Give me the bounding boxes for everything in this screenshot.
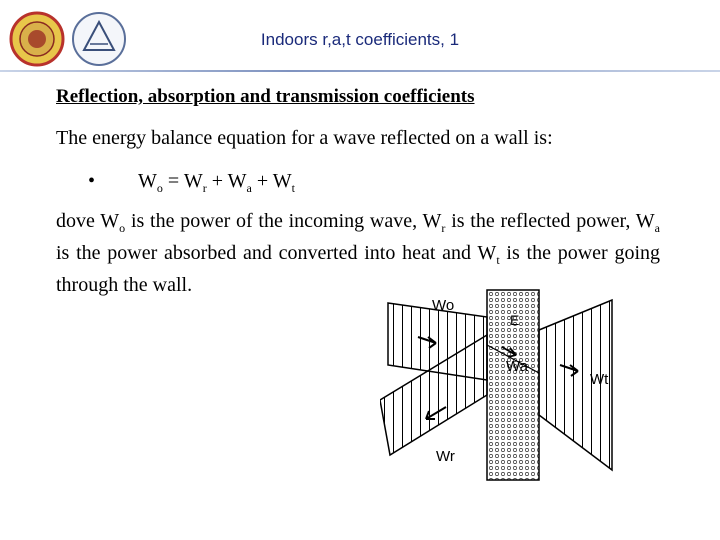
label-wt: Wt	[590, 371, 609, 388]
bullet-marker: •	[88, 170, 96, 192]
label-wr: Wr	[436, 448, 455, 465]
energy-balance-equation	[138, 170, 295, 196]
label-wa: Wa	[506, 358, 528, 375]
label-w0: Wo	[432, 297, 455, 314]
para-sub-3: a	[654, 221, 660, 235]
eq-w0: W	[138, 170, 157, 192]
eq-plus-2: +	[251, 170, 273, 192]
para-sub-1: o	[119, 221, 126, 235]
para-part-2: is the power of the incoming wave, W	[125, 210, 442, 232]
intro-text: The energy balance equation for a wave reflected on a wall is:	[56, 127, 553, 149]
label-e: E	[510, 312, 520, 328]
slide-heading: Reflection, absorption and transmission coefficients	[56, 86, 475, 107]
eq-equals: =	[162, 170, 184, 192]
header-divider	[0, 70, 720, 72]
para-part-1: dove W	[56, 210, 120, 232]
para-sub-4: t	[496, 253, 500, 267]
para-sub-2: r	[441, 221, 446, 235]
wave-wall-diagram	[380, 285, 640, 485]
eq-wr: W	[183, 170, 203, 192]
eq-wt-sub: t	[291, 181, 295, 195]
eq-wr-sub: r	[202, 181, 207, 195]
eq-wa: W	[227, 170, 247, 192]
para-part-4: is the power absorbed and converted into heat and W	[56, 242, 497, 264]
slide-header-title: Indoors r,a,t coefficients, 1	[260, 30, 460, 49]
eq-w0-sub: o	[156, 181, 163, 195]
para-part-3: is the reflected power, W	[445, 210, 655, 232]
eq-wa-sub: a	[246, 181, 252, 195]
eq-plus-1: +	[206, 170, 228, 192]
para-part-5: is the power going through the wall.	[56, 242, 660, 296]
eq-wt: W	[272, 170, 292, 192]
